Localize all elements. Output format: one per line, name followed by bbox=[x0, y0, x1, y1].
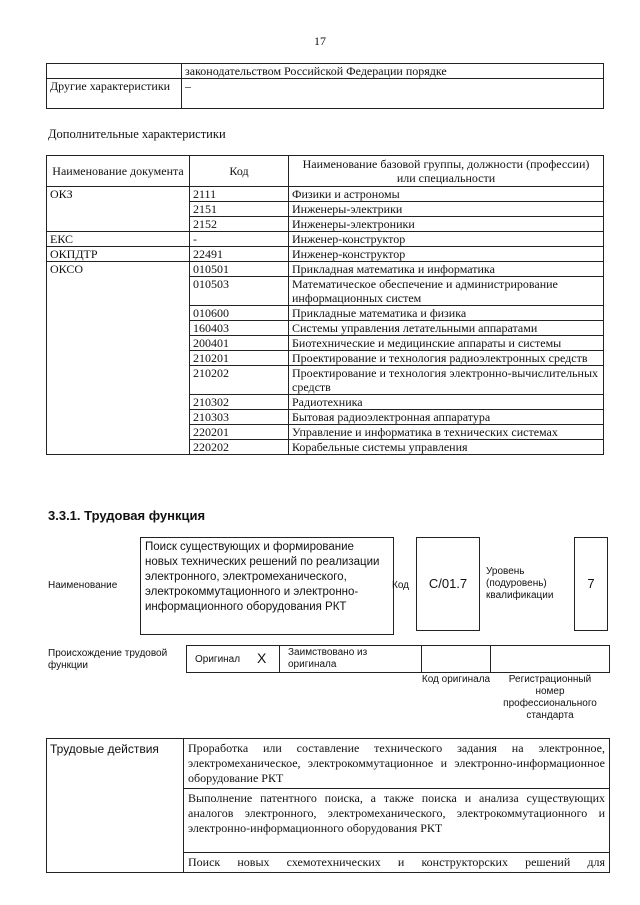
section-heading: 3.3.1. Трудовая функция bbox=[48, 508, 206, 523]
name-cell: Физики и астрономы bbox=[289, 187, 604, 202]
name-cell: Математическое обеспечение и администрирование информационных систем bbox=[289, 277, 604, 306]
borrowed-cell bbox=[279, 645, 422, 673]
name-cell: Управление и информатика в технических системах bbox=[289, 425, 604, 440]
name-label: Наименование bbox=[48, 580, 118, 591]
page-number: 17 bbox=[314, 34, 326, 48]
code-original-caption: Код оригинала bbox=[421, 674, 491, 685]
function-name-text: Поиск существующих и формирование новых технических решений по реализации электронного, электромеханического, электрокоммутационного и электронно-информационного оборудования РКТ bbox=[145, 541, 380, 613]
level-label: Уровень (подуровень) квалификации bbox=[486, 566, 554, 601]
action-item: Поиск новых схемотехнических и конструкторских решений для bbox=[184, 853, 610, 873]
column-header: Код bbox=[190, 156, 289, 187]
function-name-box bbox=[140, 537, 394, 635]
level-box bbox=[574, 537, 608, 631]
code-cell: - bbox=[190, 232, 289, 247]
table-cell: – bbox=[182, 79, 604, 109]
name-cell: Бытовая радиоэлектронная аппаратура bbox=[289, 410, 604, 425]
table-row bbox=[47, 247, 604, 262]
code-cell: 160403 bbox=[190, 321, 289, 336]
registration-number-caption: Регистрационный номер профессионального стандарта bbox=[503, 674, 597, 721]
name-cell: Корабельные системы управления bbox=[289, 440, 604, 455]
code-cell: 010501 bbox=[190, 262, 289, 277]
table-cell: Другие характеристики bbox=[47, 79, 182, 109]
document-cell: ОКСО bbox=[47, 262, 190, 455]
action-item: Выполнение патентного поиска, а также поиска и анализа существующих аналогов электронного, электромеханического, электрокоммутационного и электронно-информационного оборудования РКТ bbox=[184, 789, 610, 853]
original-cell bbox=[186, 645, 280, 673]
document-cell: ЕКС bbox=[47, 232, 190, 247]
table-row bbox=[47, 79, 604, 109]
top-table bbox=[46, 63, 604, 109]
name-cell: Инженеры-электрики bbox=[289, 202, 604, 217]
name-cell: Системы управления летательными аппаратами bbox=[289, 321, 604, 336]
table-cell: законодательством Российской Федерации порядке bbox=[182, 64, 604, 79]
function-code-box bbox=[416, 537, 480, 631]
actions-label: Трудовые действия bbox=[47, 739, 184, 873]
function-code-value: C/01.7 bbox=[428, 576, 468, 591]
code-cell: 220202 bbox=[190, 440, 289, 455]
additional-characteristics-table bbox=[46, 155, 604, 455]
code-cell: 22491 bbox=[190, 247, 289, 262]
name-cell: Прикладная математика и информатика bbox=[289, 262, 604, 277]
name-cell: Проектирование и технология электронно-вычислительных средств bbox=[289, 366, 604, 395]
code-cell: 010600 bbox=[190, 306, 289, 321]
code-cell: 2111 bbox=[190, 187, 289, 202]
borrowed-label: Заимствовано из оригинала bbox=[288, 647, 368, 670]
section-subheading: Дополнительные характеристики bbox=[48, 127, 226, 141]
table-row bbox=[47, 187, 604, 202]
column-header: Наименование документа bbox=[47, 156, 190, 187]
original-mark: X bbox=[257, 650, 267, 666]
table-header-row bbox=[47, 156, 604, 187]
code-label: Код bbox=[392, 580, 410, 591]
labor-actions-table bbox=[46, 738, 610, 873]
action-item: Проработка или составление технического задания на электронное, электромеханическое, электрокоммутационное и электронно-информационное оборудование РКТ bbox=[184, 739, 610, 789]
code-cell: 2152 bbox=[190, 217, 289, 232]
code-cell: 210202 bbox=[190, 366, 289, 395]
code-original-cell bbox=[421, 645, 491, 673]
document-cell: ОКЗ bbox=[47, 187, 190, 232]
name-cell: Инженер-конструктор bbox=[289, 247, 604, 262]
origin-label: Происхождение трудовой функции bbox=[48, 648, 168, 671]
registration-number-cell bbox=[490, 645, 610, 673]
document-cell: ОКПДТР bbox=[47, 247, 190, 262]
code-cell: 210302 bbox=[190, 395, 289, 410]
name-cell: Прикладные математика и физика bbox=[289, 306, 604, 321]
column-header: Наименование базовой группы, должности (профессии) или специальности bbox=[289, 156, 604, 187]
code-cell: 210201 bbox=[190, 351, 289, 366]
level-value: 7 bbox=[587, 576, 595, 591]
code-cell: 010503 bbox=[190, 277, 289, 306]
code-cell: 210303 bbox=[190, 410, 289, 425]
table-cell bbox=[47, 64, 182, 79]
code-cell: 200401 bbox=[190, 336, 289, 351]
name-cell: Радиотехника bbox=[289, 395, 604, 410]
table-row bbox=[47, 232, 604, 247]
name-cell: Проектирование и технология радиоэлектронных средств bbox=[289, 351, 604, 366]
name-cell: Инженер-конструктор bbox=[289, 232, 604, 247]
table-row bbox=[47, 739, 610, 789]
name-cell: Биотехнические и медицинские аппараты и системы bbox=[289, 336, 604, 351]
table-row bbox=[47, 262, 604, 277]
original-label: Оригинал bbox=[195, 654, 241, 665]
code-cell: 220201 bbox=[190, 425, 289, 440]
table-row bbox=[47, 64, 604, 79]
name-cell: Инженеры-электроники bbox=[289, 217, 604, 232]
code-cell: 2151 bbox=[190, 202, 289, 217]
